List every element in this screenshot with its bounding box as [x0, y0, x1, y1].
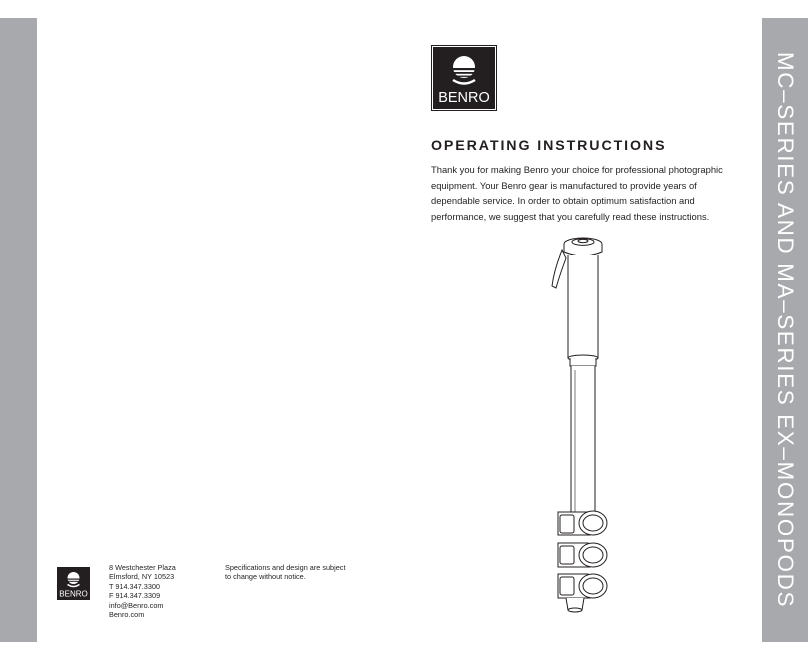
benro-sun-icon-small — [57, 567, 90, 600]
intro-paragraph — [431, 162, 731, 224]
benro-logo-large — [432, 46, 496, 110]
benro-logo-small — [57, 567, 90, 600]
logo-wordmark-small: BENRO — [59, 589, 88, 599]
notice-line: Specifications and design are subject — [225, 563, 346, 572]
intro-line: Thank you for making Benro your choice for professional photographic — [431, 164, 723, 175]
email-link[interactable]: info@Benro.com — [109, 600, 164, 610]
page-title: OPERATING INSTRUCTIONS — [431, 138, 667, 154]
intro-line: dependable service. In order to obtain optimum satisfaction and — [431, 195, 695, 206]
series-title: MC–SERIES AND MA–SERIES EX–MONOPODS — [773, 51, 799, 609]
specifications-notice — [225, 563, 345, 582]
intro-line: performance, we suggest that you carefully read these instructions. — [431, 210, 710, 222]
benro-sun-icon — [433, 47, 495, 109]
monopod-illustration — [540, 230, 630, 615]
monopod-drawing — [540, 230, 630, 615]
contact-address — [109, 563, 176, 619]
fax-line: F 914.347.3309 — [109, 591, 161, 601]
logo-wordmark: BENRO — [438, 90, 490, 106]
website-link[interactable]: Benro.com — [109, 610, 145, 620]
intro-line: equipment. Your Benro gear is manufactured to provide years of — [431, 179, 697, 191]
left-gray-band — [0, 18, 37, 642]
address-line: Elmsford, NY 10523 — [109, 572, 175, 582]
series-title-container — [762, 18, 808, 642]
address-line: 8 Westchester Plaza — [109, 563, 176, 572]
notice-line: to change without notice. — [225, 572, 306, 582]
phone-line: T 914.347.3300 — [109, 581, 160, 591]
